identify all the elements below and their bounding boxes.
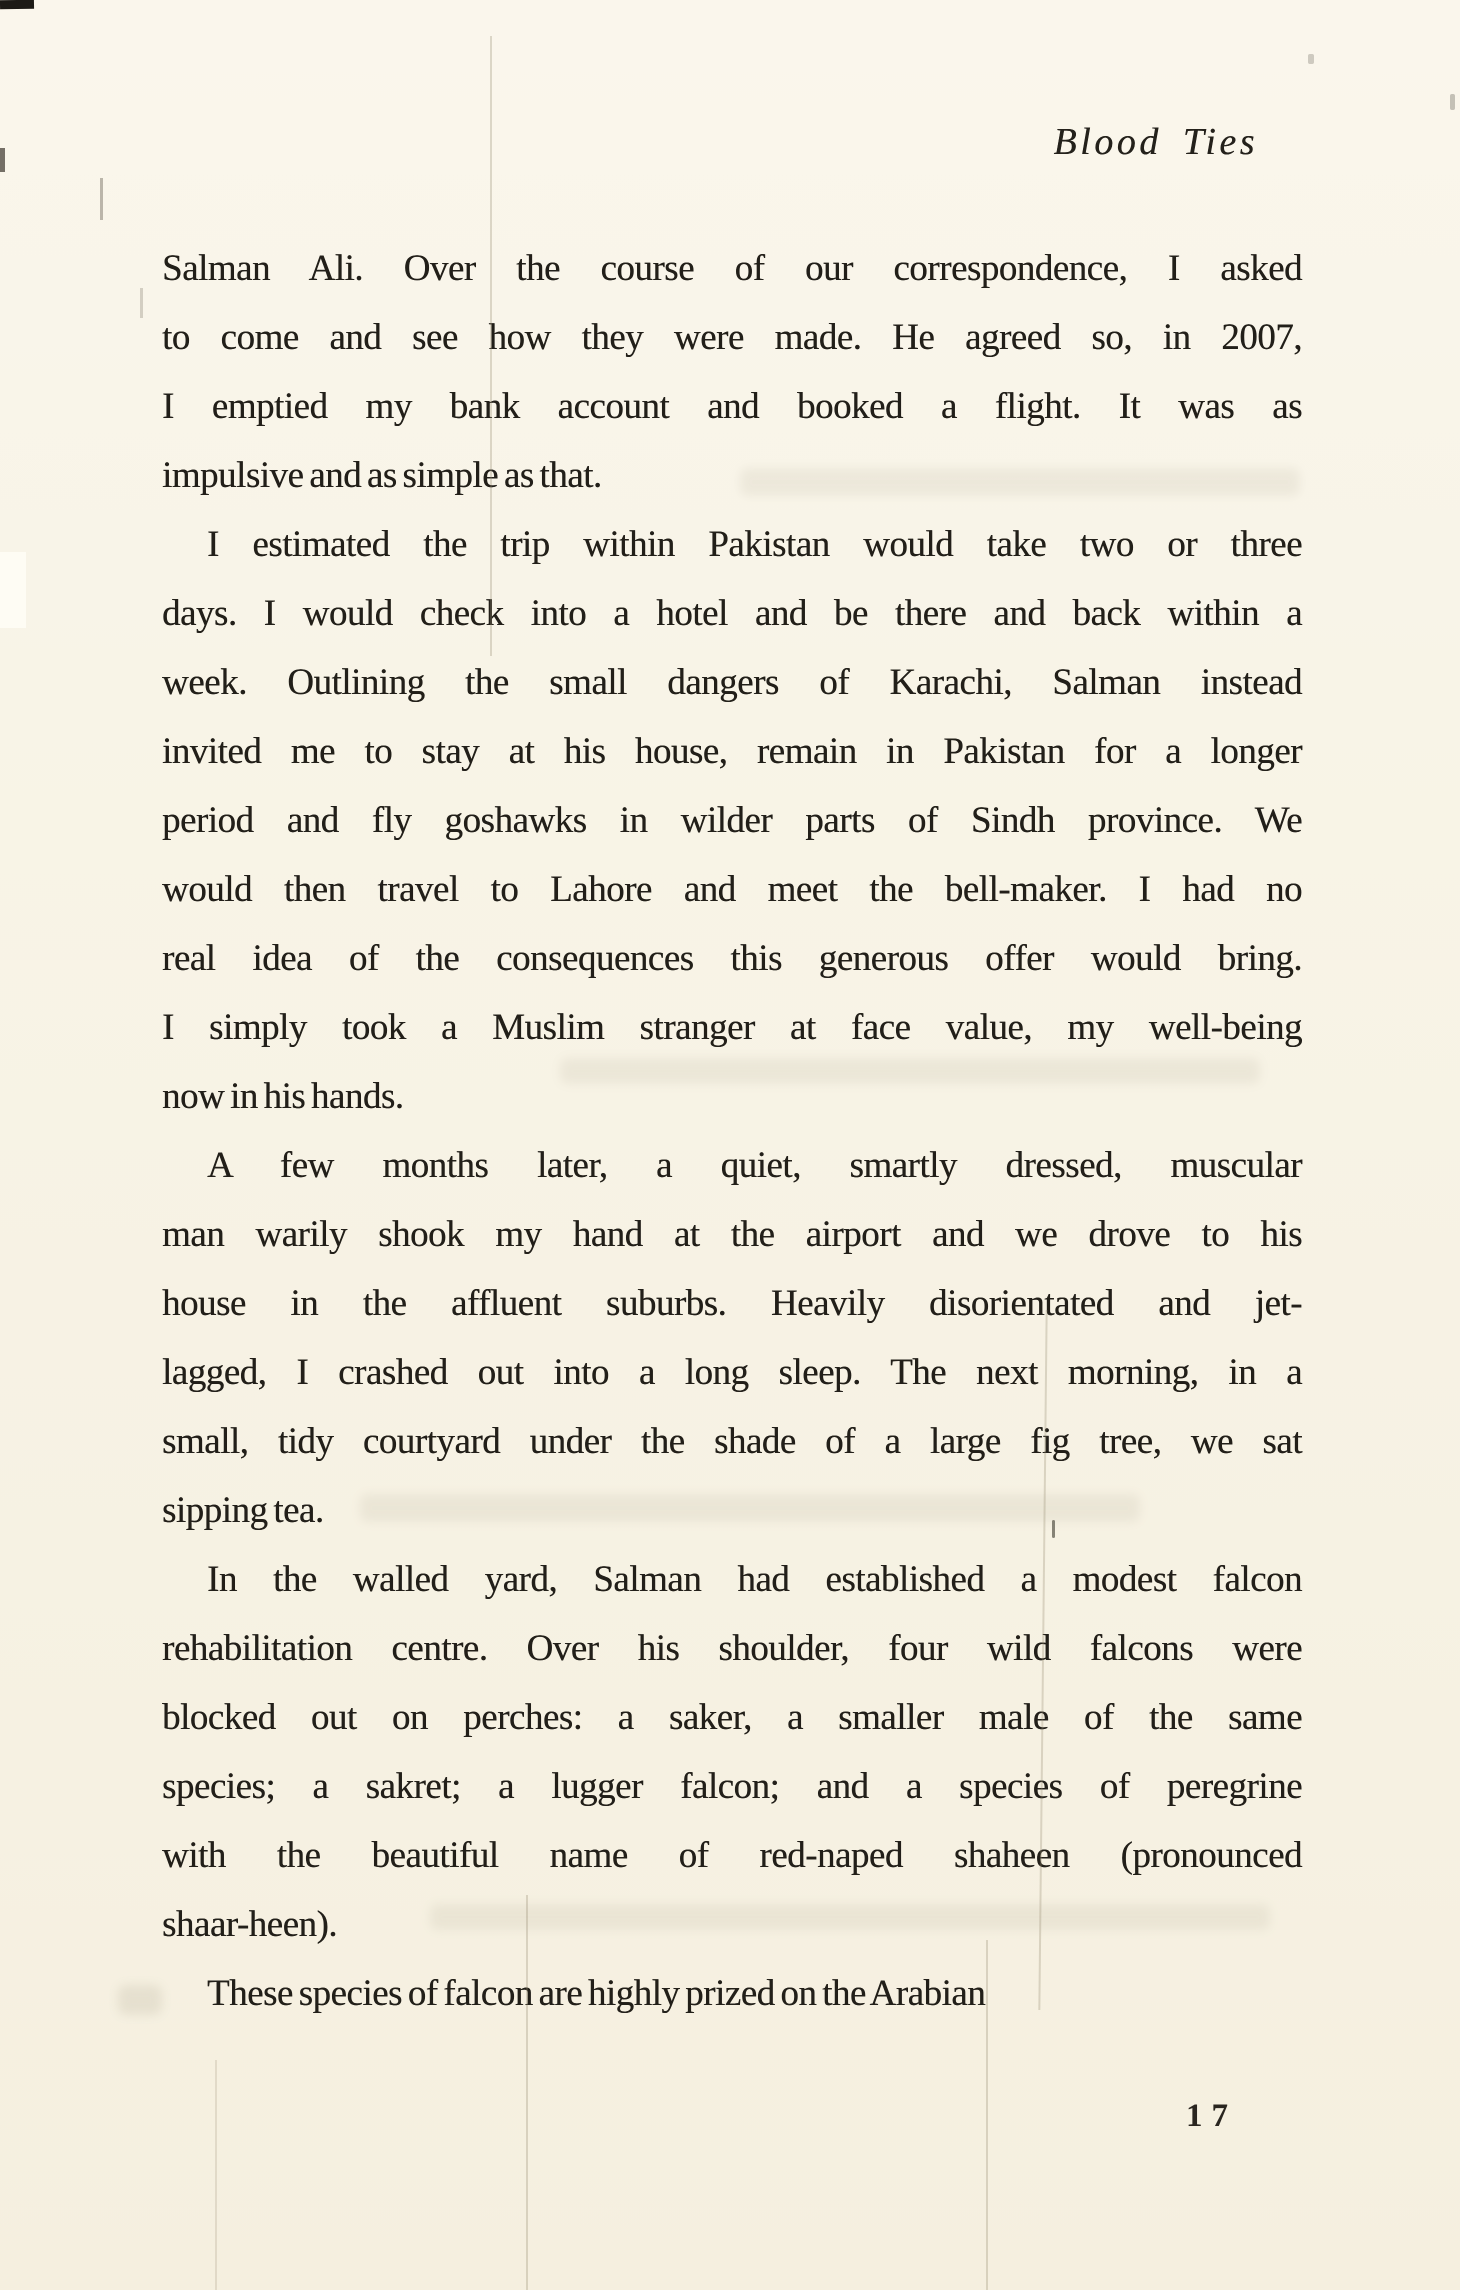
show-through-smudge [118,1985,162,2015]
text-line: days. I would check into a hotel and be there and back within a [162,593,1302,634]
paragraph [162,1545,1302,1959]
text-line: real idea of the consequences this generous offer would bring. [162,938,1302,979]
text-line: period and fly goshawks in wilder parts of Sindh province. We [162,800,1302,841]
text-line: lagged, I crashed out into a long sleep. The next morning, in a [162,1352,1302,1393]
text-line: house in the affluent suburbs. Heavily disorientated and jet- [162,1283,1302,1324]
text-line: now in his hands. [162,1076,404,1117]
text-line: Salman Ali. Over the course of our correspondence, I asked [162,248,1302,289]
text-line: These species of falcon are highly prized on the Arabian [207,1973,986,2014]
body-text [162,234,1302,2028]
edge-ink-sliver [0,148,5,172]
text-line: I estimated the trip within Pakistan would take two or three [207,524,1302,565]
text-line: I emptied my bank account and booked a flight. It was as [162,386,1302,427]
text-line: would then travel to Lahore and meet the bell-maker. I had no [162,869,1302,910]
text-line: impulsive and as simple as that. [162,455,602,496]
text-line: shaar-heen). [162,1904,338,1945]
text-line: invited me to stay at his house, remain in Pakistan for a longer [162,731,1302,772]
text-line: species; a sakret; a lugger falcon; and a species of peregrine [162,1766,1302,1807]
text-line: In the walled yard, Salman had established a modest falcon [207,1559,1302,1600]
margin-tick-mark [140,288,143,318]
text-line: with the beautiful name of red-naped shaheen (pronounced [162,1835,1302,1876]
text-line: sipping tea. [162,1490,324,1531]
stray-ink-speck [1308,54,1314,64]
margin-tick-mark [100,178,103,220]
text-line: I simply took a Muslim stranger at face value, my well-being [162,1007,1302,1048]
stray-ink-speck [1450,94,1455,110]
text-line: A few months later, a quiet, smartly dressed, muscular [207,1145,1302,1186]
paragraph [162,1131,1302,1545]
paragraph [162,1959,1302,2028]
left-edge-light-band [0,552,26,628]
corner-ink-mark [0,0,34,9]
paragraph [162,234,1302,510]
text-line: to come and see how they were made. He agreed so, in 2007, [162,317,1302,358]
text-line: rehabilitation centre. Over his shoulder, four wild falcons were [162,1628,1302,1669]
page-number: 17 [1186,2098,1237,2134]
text-line: small, tidy courtyard under the shade of a large fig tree, we sat [162,1421,1302,1462]
paragraph [162,510,1302,1131]
scan-crease-line [215,2060,217,2290]
text-line: blocked out on perches: a saker, a smaller male of the same [162,1697,1302,1738]
running-header: Blood Ties [1053,121,1258,163]
text-line: week. Outlining the small dangers of Karachi, Salman instead [162,662,1302,703]
text-line: man warily shook my hand at the airport and we drove to his [162,1214,1302,1255]
